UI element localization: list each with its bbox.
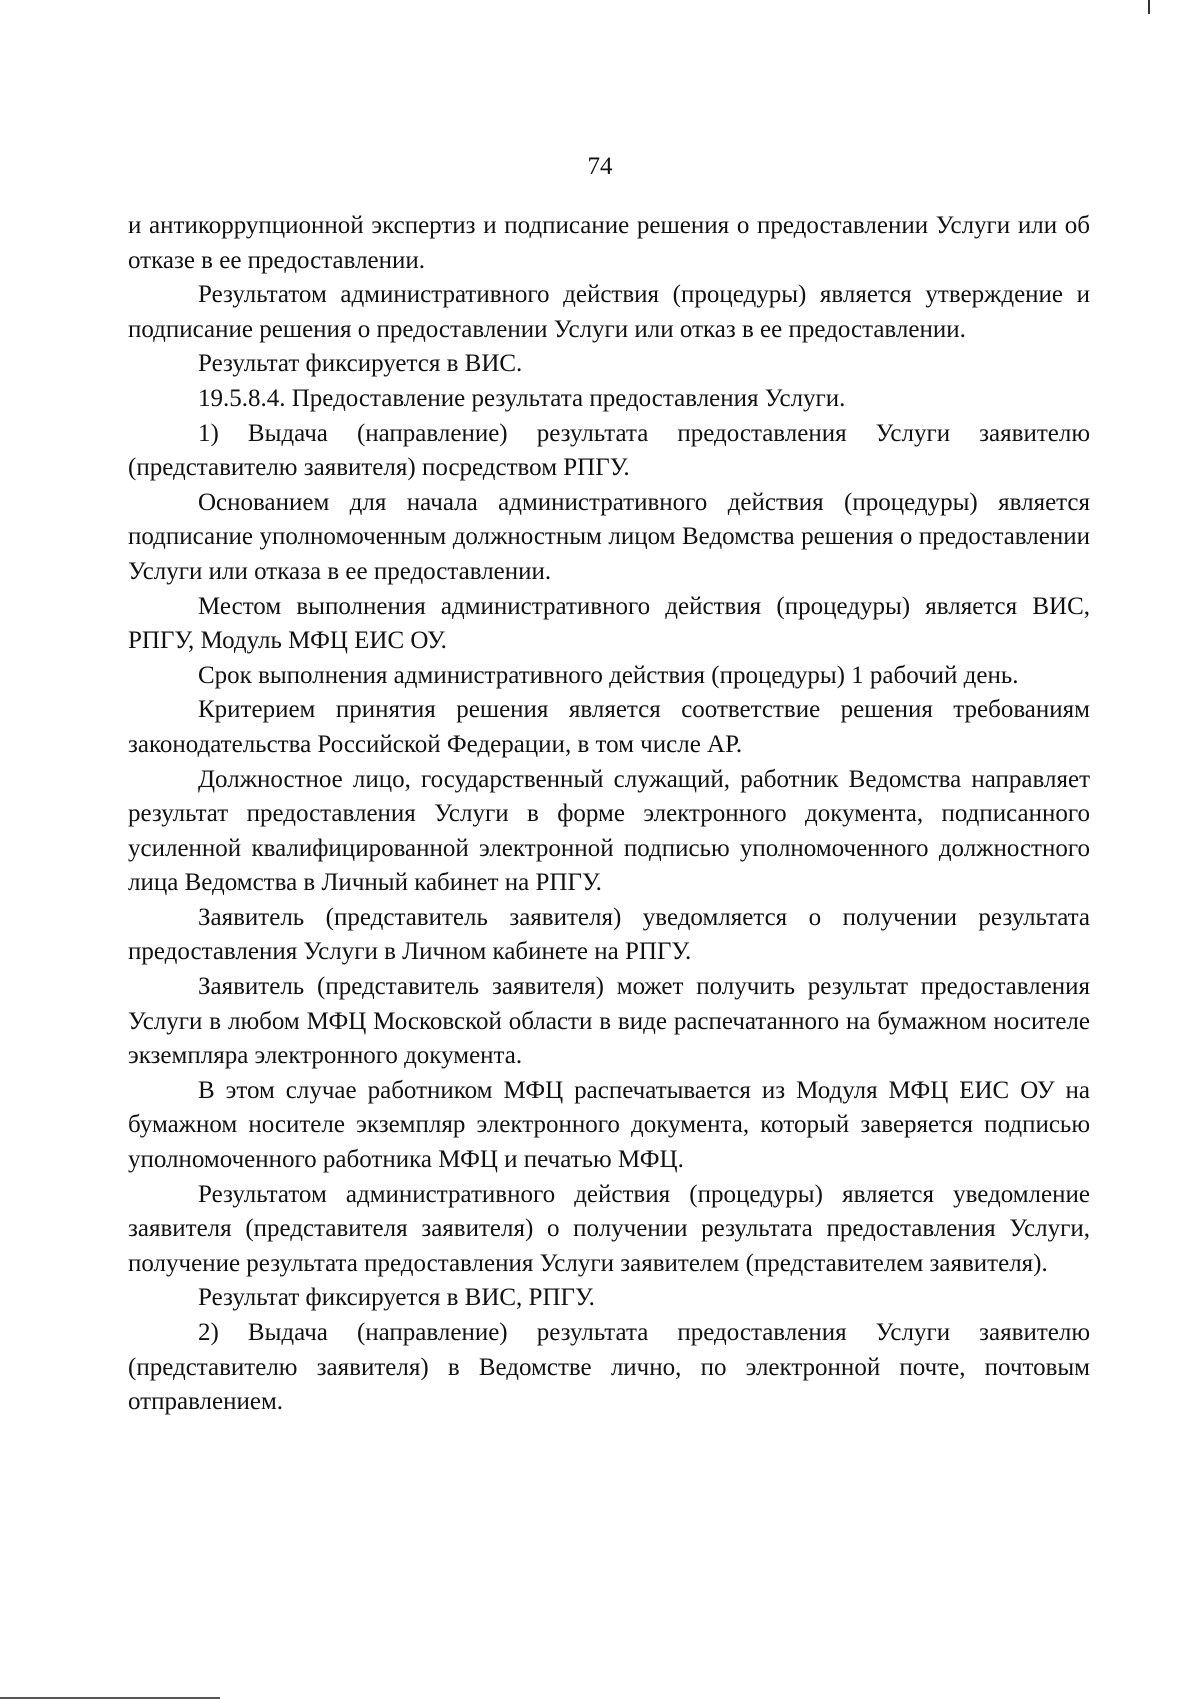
paragraph: Результат фиксируется в ВИС. [198,350,523,378]
paragraph: Результат фиксируется в ВИС, РПГУ. [198,1284,595,1312]
paragraph: Заявитель (представитель заявителя) уведомляется о получении результата предоставления Услуги в Личном кабинете на РПГУ. [128,903,1090,966]
paragraph: и антикоррупционной экспертиз и подписание решения о предоставлении Услуги или об отказе в ее предоставлении. [128,212,1090,274]
scan-edge-mark [1148,0,1150,14]
paragraph: Основанием для начала административного действия (процедуры) является подписание уполномоченным должностным лицом Ведомства решения о предоставлении Услуги или отказа в ее предоставлении. [128,488,1090,585]
paragraph: 1) Выдача (направление) результата предоставления Услуги заявителю (представителю заявителя) посредством РПГУ. [128,419,1090,482]
paragraph: В этом случае работником МФЦ распечатывается из Модуля МФЦ ЕИС ОУ на бумажном носителе экземпляр электронного документа, который заверяется подписью уполномоченного работника МФЦ и печатью МФЦ. [128,1076,1090,1174]
page-number: 74 [587,153,613,180]
paragraph: Результатом административного действия (процедуры) является утверждение и подписание решения о предоставлении Услуги или отказ в ее предоставлении. [128,281,1090,343]
document-body [128,209,1090,1420]
paragraph: Должностное лицо, государственный служащий, работник Ведомства направляет результат предоставления Услуги в форме электронного документа, подписанного усиленной квалифицированной электронной подписью уполномоченного должностного лица Ведомства в Личный кабинет на РПГУ. [128,765,1090,897]
paragraph: Заявитель (представитель заявителя) может получить результат предоставления Услуги в любом МФЦ Московской области в виде распечатанного на бумажном носителе экземпляра электронного документа. [128,973,1090,1070]
paragraph: Местом выполнения административного действия (процедуры) является ВИС, РПГУ, Модуль МФЦ ЕИС ОУ. [128,592,1090,655]
paragraph: 2) Выдача (направление) результата предоставления Услуги заявителю (представителю заявителя) в Ведомстве лично, по электронной почте, почтовым отправлением. [128,1319,1090,1416]
section-heading: 19.5.8.4. Предоставление результата предоставления Услуги. [198,384,846,412]
paragraph: Критерием принятия решения является соответствие решения требованиям законодательства Российской Федерации, в том числе АР. [128,696,1090,758]
paragraph: Результатом административного действия (процедуры) является уведомление заявителя (представителя заявителя) о получении результата предоставления Услуги, получение результата предоставления Услуги заявителем (представителем заявителя). [128,1180,1090,1277]
paragraph: Срок выполнения административного действия (процедуры) 1 рабочий день. [198,661,1019,689]
